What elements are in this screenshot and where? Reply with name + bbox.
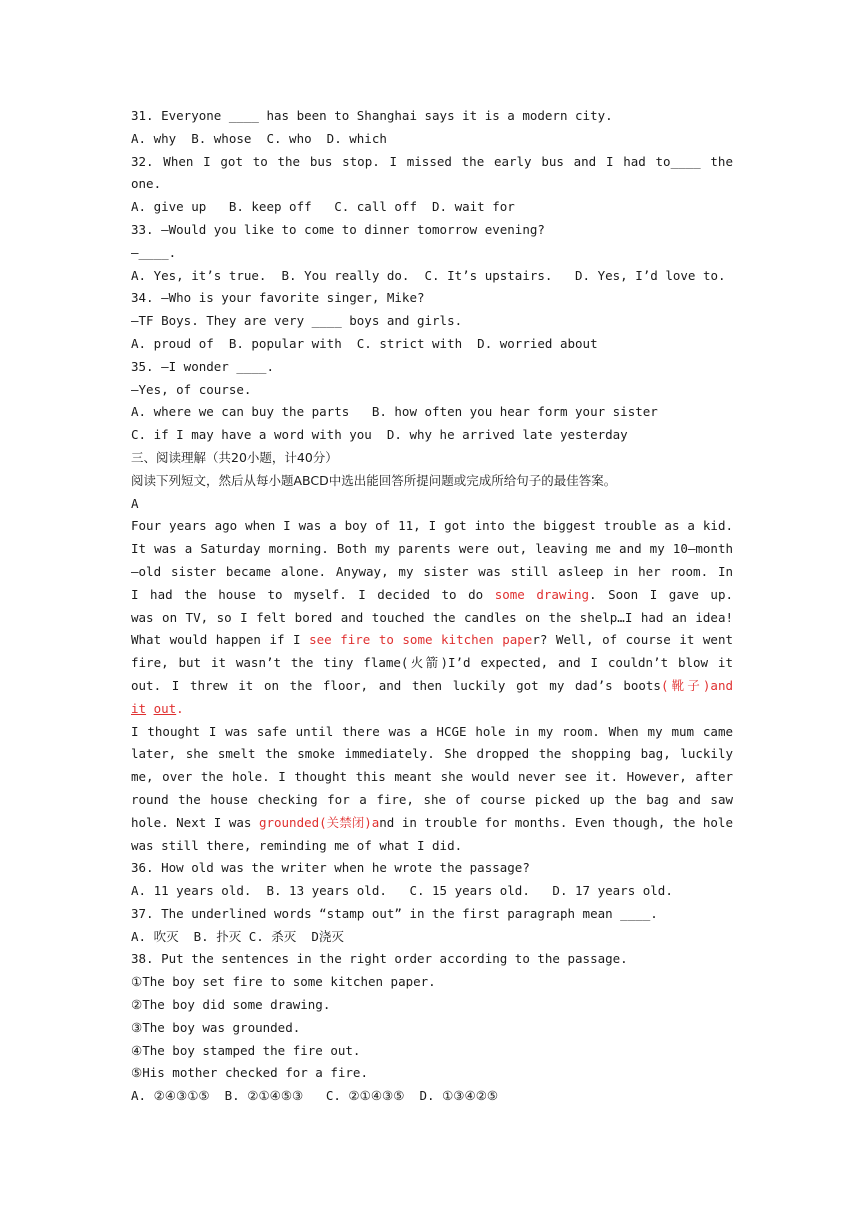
q32-stem-line1: 32. When I got to the bus stop. I missed the early bus and I had to____ the — [131, 153, 733, 169]
underlined-out: out — [153, 700, 177, 716]
highlight-set-fire: see fire to some kitchen pape — [309, 632, 533, 648]
passage-p1-line2: It was a Saturday morning. Both my parents were out, leaving me and my 10—month — [131, 541, 733, 557]
q32-options: A. give up B. keep off C. call off D. wait for — [131, 199, 515, 215]
passage-p1-line8-text-a: out. I threw it on the floor, and then luckily got my dad’s boots — [131, 677, 661, 693]
section-title: 三、阅读理解（共20小题，计40分） — [131, 449, 338, 465]
document-content — [131, 105, 733, 1108]
q33-reply: —____. — [131, 244, 177, 260]
q33-options: A. Yes, it’s true. B. You really do. C. It’s upstairs. D. Yes, I’d love to. — [131, 267, 726, 283]
q36-options: A. 11 years old. B. 13 years old. C. 15 years old. D. 17 years old. — [131, 883, 673, 899]
q35-stem: 35. —I wonder ____. — [131, 358, 274, 374]
passage-p1-line4 — [131, 584, 733, 607]
highlight-boots-gloss: (靴子)and — [660, 677, 733, 693]
highlight-grounded: grounded(关禁闭)a — [258, 814, 380, 830]
passage-p2-line5-text-b: nd in trouble for months. Even though, the hole — [379, 814, 733, 830]
q34-stem: 34. —Who is your favorite singer, Mike? — [131, 290, 425, 306]
q38-stem: 38. Put the sentences in the right order according to the passage. — [131, 951, 628, 967]
passage-p2-line3: me, over the hole. I thought this meant she would never see it. However, after — [131, 769, 733, 785]
q35-options-line1: A. where we can buy the parts B. how often you hear form your sister — [131, 404, 658, 420]
passage-p1-line4-text-a: I had the house to myself. I decided to do — [131, 586, 495, 602]
q31-options: A. why B. whose C. who D. which — [131, 130, 387, 146]
q32-stem-line2: one. — [131, 176, 162, 192]
passage-p2-line6: was still there, reminding me of what I did. — [131, 837, 463, 853]
q38-sentence-4: ④The boy stamped the fire out. — [131, 1042, 361, 1058]
passage-p2-line5 — [131, 812, 733, 835]
q38-options: A. ②④③①⑤ B. ②①④⑤③ C. ②①④③⑤ D. ①③④②⑤ — [131, 1088, 499, 1104]
passage-p1-line8 — [131, 675, 733, 698]
q31-stem: 31. Everyone ____ has been to Shanghai says it is a modern city. — [131, 108, 613, 123]
highlight-some-drawing: some drawing — [494, 586, 590, 602]
passage-p1-line7: fire, but it wasn’t the tiny flame(火箭)I’d expected, and I couldn’t blow it — [131, 655, 733, 671]
q35-options-line2: C. if I may have a word with you D. why he arrived late yesterday — [131, 427, 628, 443]
q38-sentence-3: ③The boy was grounded. — [131, 1019, 301, 1035]
q38-sentence-2: ②The boy did some drawing. — [131, 997, 331, 1013]
passage-p1-line9 — [131, 698, 733, 721]
passage-p1-line9-period: . — [176, 700, 184, 716]
q38-sentence-1: ①The boy set fire to some kitchen paper. — [131, 974, 436, 990]
passage-p1-line4-text-b: . Soon I gave up. — [589, 586, 733, 602]
passage-p1-line1: Four years ago when I was a boy of 11, I got into the biggest trouble as a kid. — [131, 518, 733, 534]
passage-p1-line6 — [131, 629, 733, 652]
passage-p2-line4: round the house checking for a fire, she of course picked up the bag and saw — [131, 791, 733, 807]
passage-label: A — [131, 495, 139, 511]
q34-options: A. proud of B. popular with C. strict with D. worried about — [131, 335, 598, 351]
underlined-it: it — [131, 700, 147, 716]
q38-sentence-5: ⑤His mother checked for a fire. — [131, 1065, 368, 1081]
passage-p2-line5-text-a: hole. Next I was — [131, 814, 259, 830]
section-instruction: 阅读下列短文，然后从每小题ABCD中选出能回答所提问题或完成所给句子的最佳答案。 — [131, 472, 617, 488]
passage-p2-line1: I thought I was safe until there was a HCGE hole in my room. When my mum came — [131, 723, 733, 739]
passage-p1-line6-text-a: What would happen if I — [131, 632, 310, 648]
q37-options: A. 吹灭 B. 扑灭 C. 杀灭 D浇灭 — [131, 928, 344, 944]
q34-reply: —TF Boys. They are very ____ boys and girls. — [131, 313, 463, 329]
q36-stem: 36. How old was the writer when he wrote the passage? — [131, 860, 530, 876]
passage-p1-line3: —old sister became alone. Anyway, my sister was still asleep in her room. In — [131, 563, 733, 579]
q37-stem: 37. The underlined words “stamp out” in the first paragraph mean ____. — [131, 905, 658, 921]
passage-p1-line6-text-b: r? Well, of course it went — [532, 632, 733, 648]
passage-p1-line5: was on TV, so I felt bored and touched the candles on the shelp…I had an idea! — [131, 609, 733, 625]
passage-p1-line9-space — [146, 701, 154, 716]
passage-p2-line2: later, she smelt the smoke immediately. She dropped the shopping bag, luckily — [131, 746, 733, 762]
q35-reply: —Yes, of course. — [131, 381, 252, 397]
q33-stem: 33. —Would you like to come to dinner tomorrow evening? — [131, 221, 545, 237]
